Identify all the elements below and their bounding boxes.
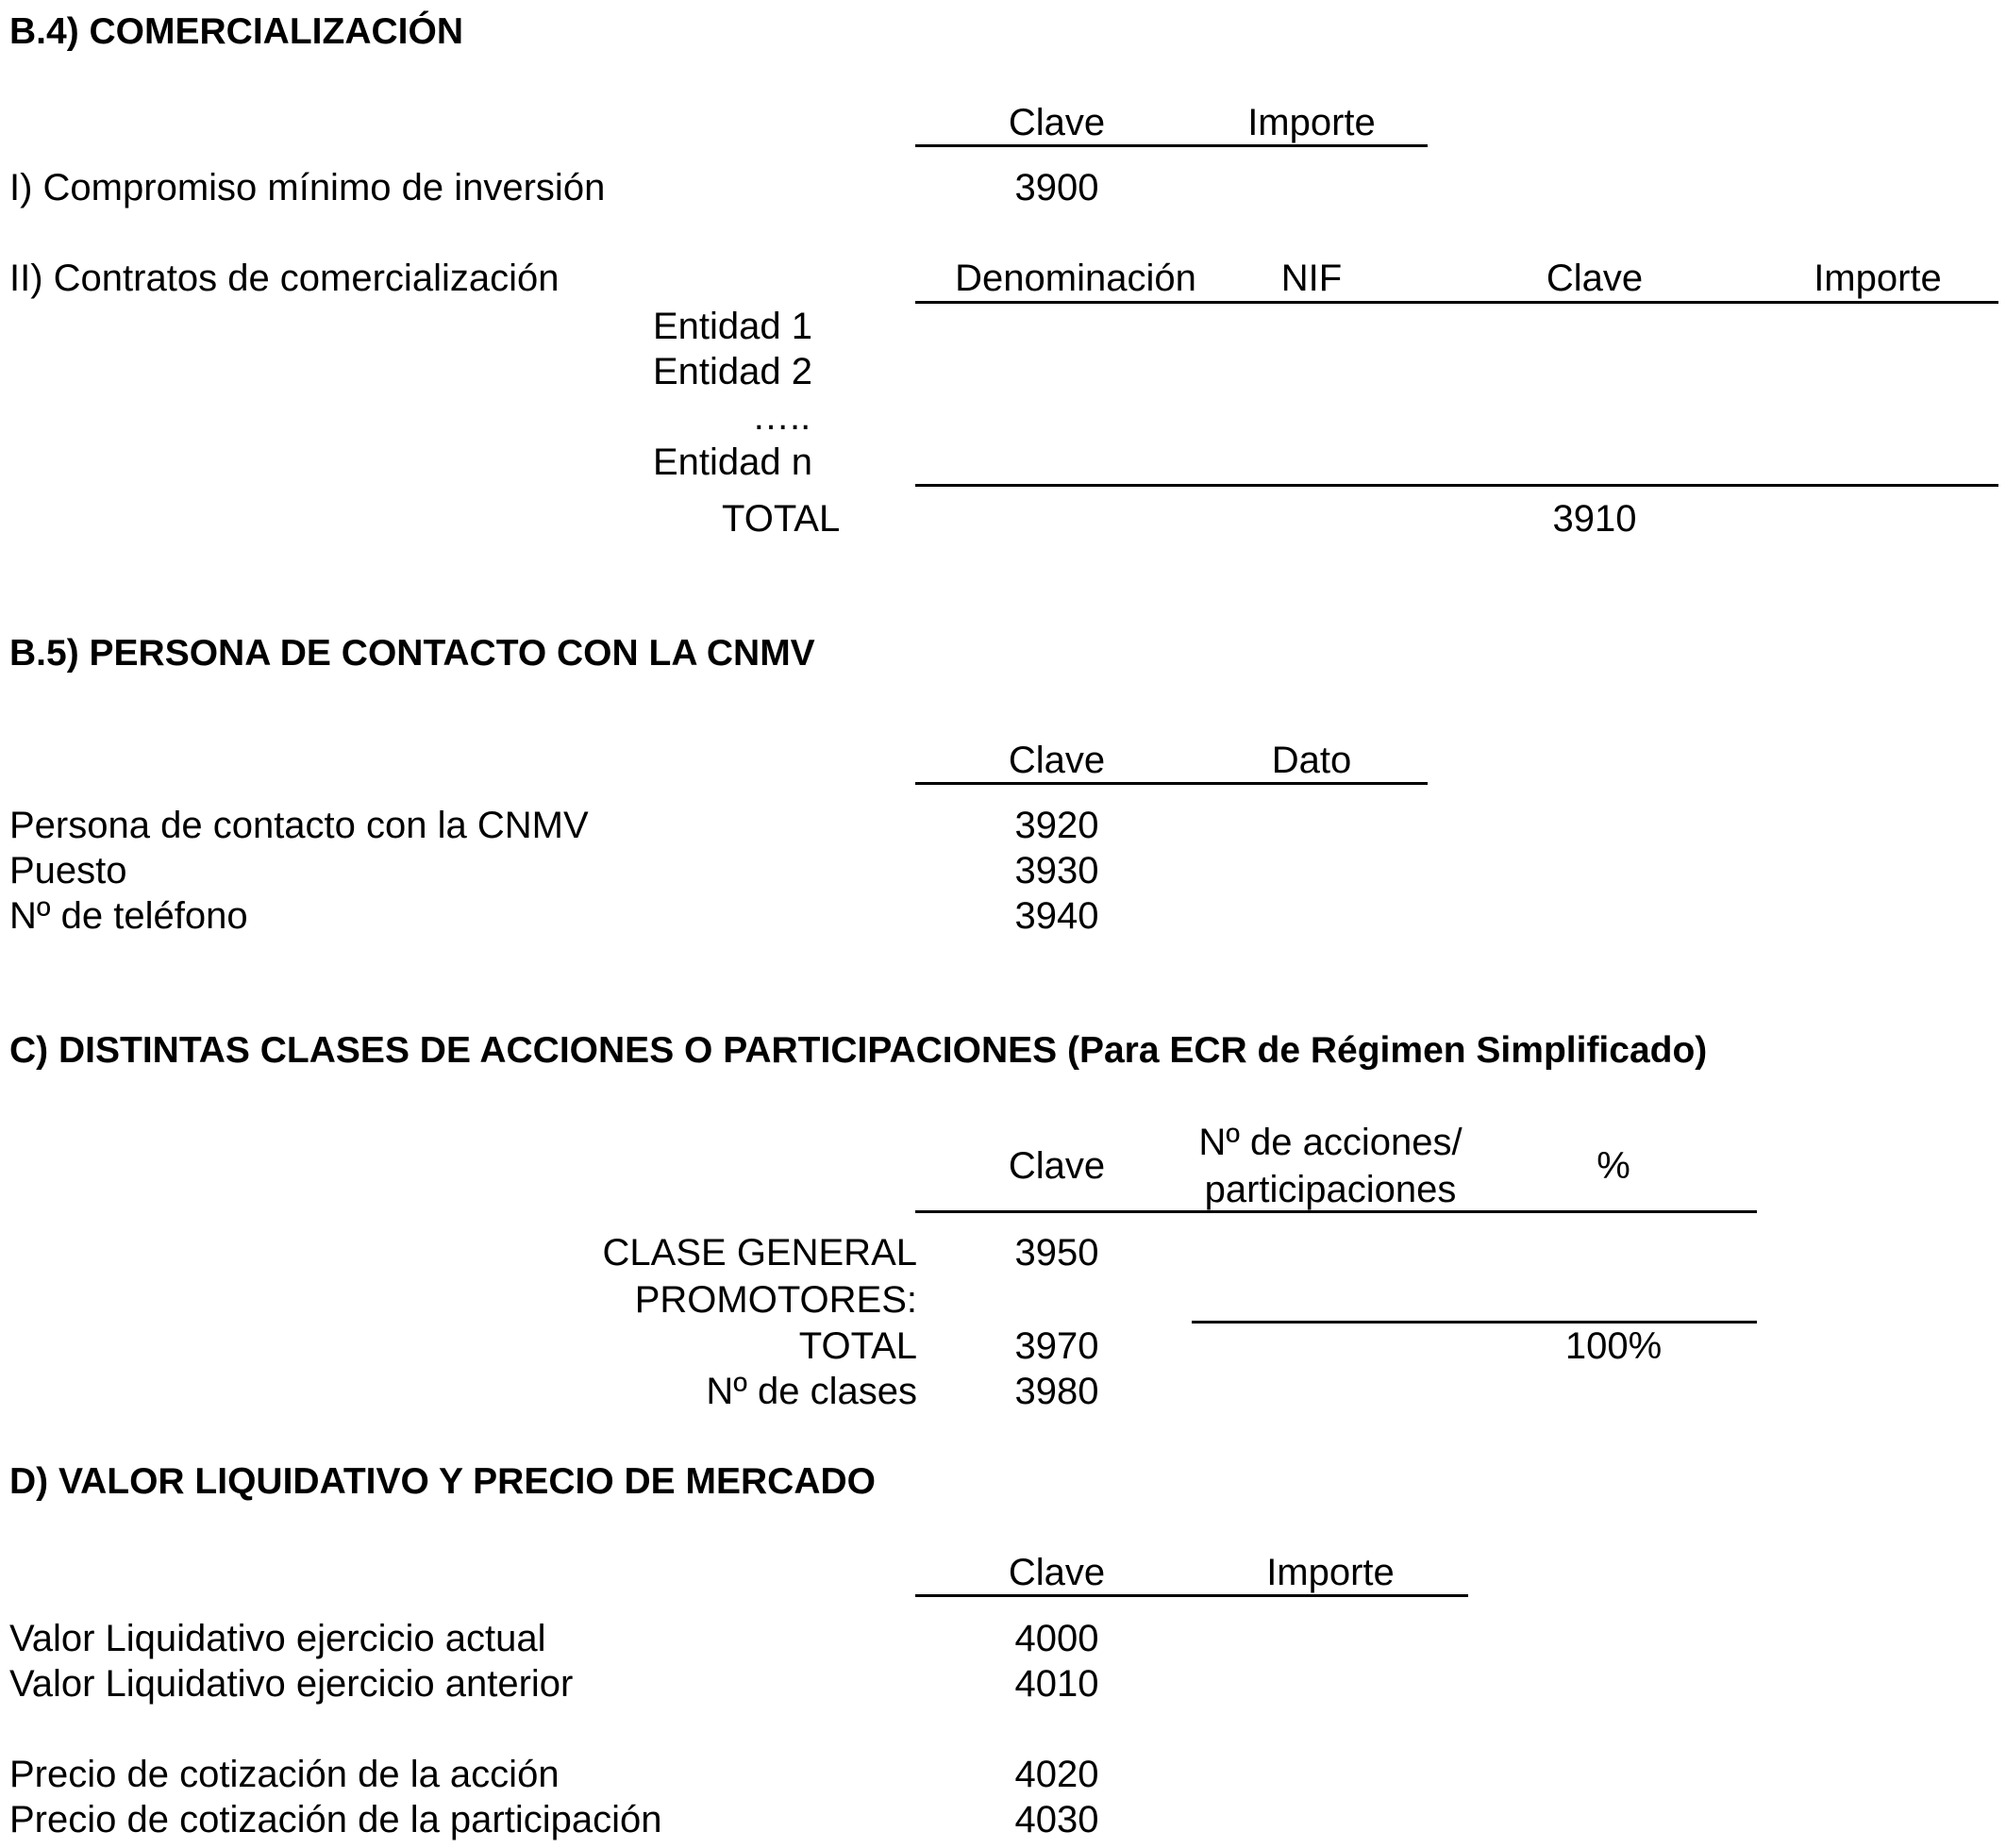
header-clave: Clave (1546, 258, 1644, 299)
clave-value: 3930 (1014, 850, 1099, 891)
row-label: Nº de teléfono (9, 895, 248, 937)
header-rule (915, 1594, 1468, 1597)
entity-label: Entidad 2 (653, 351, 813, 392)
clave-value: 3940 (1014, 895, 1099, 937)
header-clave: Clave (1008, 1145, 1106, 1187)
header-importe: Importe (1266, 1552, 1395, 1593)
entity-ellipsis: ….. (752, 396, 811, 438)
section-title-d: D) VALOR LIQUIDATIVO Y PRECIO DE MERCADO (9, 1461, 877, 1502)
header-importe: Importe (1247, 102, 1376, 143)
header-acciones: Nº de acciones/ participaciones (1198, 1122, 1463, 1210)
header-nif: NIF (1280, 258, 1343, 299)
clave-value: 4030 (1014, 1799, 1099, 1840)
header-rule (915, 144, 1428, 147)
entity-label: Entidad n (653, 441, 813, 483)
row-label: Nº de clases (706, 1371, 917, 1412)
header-denominacion: Denominación (955, 258, 1196, 299)
row-label: Persona de contacto con la CNMV (9, 805, 589, 846)
header-rule (915, 782, 1428, 785)
row-label: Puesto (9, 850, 127, 891)
clave-value: 4020 (1014, 1754, 1099, 1795)
section-title-b5: B.5) PERSONA DE CONTACTO CON LA CNMV (9, 633, 815, 674)
header-importe: Importe (1814, 258, 1942, 299)
row-label: Valor Liquidativo ejercicio anterior (9, 1663, 574, 1705)
clave-value: 3980 (1014, 1371, 1099, 1412)
clave-value: 3900 (1014, 167, 1099, 208)
section-title-c: C) DISTINTAS CLASES DE ACCIONES O PARTICIPACIONES (Para ECR de Régimen Simplificado) (9, 1030, 1708, 1071)
clave-value: 3970 (1014, 1325, 1099, 1367)
row-label: Precio de cotización de la participación (9, 1799, 662, 1840)
row-label: Valor Liquidativo ejercicio actual (9, 1618, 546, 1659)
row-label: Precio de cotización de la acción (9, 1754, 560, 1795)
entity-label: Entidad 1 (653, 306, 813, 347)
clave-value: 4000 (1014, 1618, 1099, 1659)
row-label: PROMOTORES: (634, 1279, 917, 1321)
header-rule (915, 301, 1998, 304)
total-label: TOTAL (798, 1325, 917, 1367)
header-percent: % (1596, 1145, 1630, 1187)
row-label: CLASE GENERAL (602, 1232, 917, 1274)
row-label: II) Contratos de comercialización (9, 258, 560, 299)
header-rule (915, 1210, 1757, 1213)
total-rule (915, 484, 1998, 487)
section-title-b4: B.4) COMERCIALIZACIÓN (9, 11, 463, 52)
header-clave: Clave (1008, 1552, 1106, 1593)
header-dato: Dato (1271, 740, 1352, 781)
total-label: TOTAL (722, 498, 841, 540)
clave-value: 3910 (1552, 498, 1637, 540)
header-clave: Clave (1008, 102, 1106, 143)
percent-value: 100% (1564, 1325, 1663, 1367)
row-label: I) Compromiso mínimo de inversión (9, 167, 606, 208)
clave-value: 3950 (1014, 1232, 1099, 1274)
clave-value: 3920 (1014, 805, 1099, 846)
header-clave: Clave (1008, 740, 1106, 781)
clave-value: 4010 (1014, 1663, 1099, 1705)
